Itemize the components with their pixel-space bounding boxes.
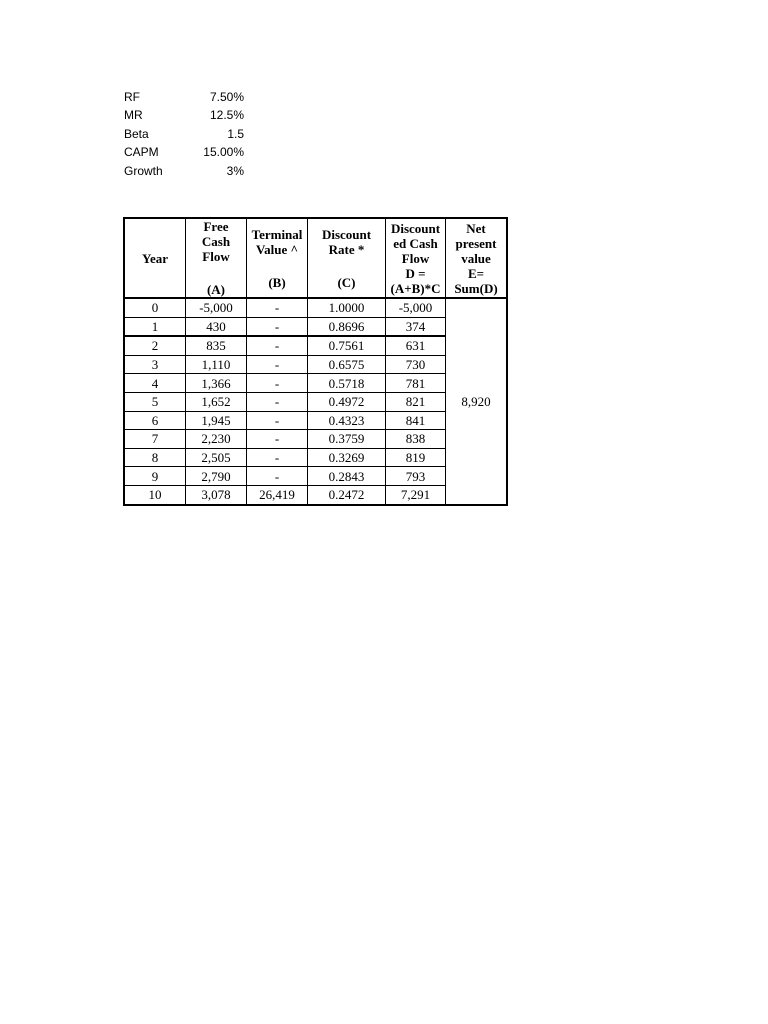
cell-dr: 0.2472 [308,485,386,504]
cell-fcf: -5,000 [186,298,247,317]
header-discount-rate [308,218,386,298]
cell-tv: - [247,430,308,449]
cell-tv: - [247,317,308,336]
param-value: 12.5% [209,108,244,123]
cell-dr: 1.0000 [308,298,386,317]
cell-fcf: 2,505 [186,448,247,467]
dcf-table [123,217,508,506]
header-fcf [186,218,247,298]
cell-dr: 0.6575 [308,355,386,374]
cell-dr: 0.2843 [308,467,386,486]
cell-tv: 26,419 [247,485,308,504]
param-value: 1.5 [227,126,244,141]
cell-dr: 0.3759 [308,430,386,449]
cell-fcf: 1,945 [186,411,247,430]
cell-dr: 0.3269 [308,448,386,467]
cell-tv: - [247,411,308,430]
param-row-rf [124,88,244,106]
cell-year: 0 [124,298,186,317]
table-header-row [124,218,507,298]
param-value: 7.50% [209,90,244,104]
param-label: MR [124,108,143,123]
table-row [124,298,507,317]
header-fcf-sub: (A) [206,282,226,297]
cell-dcf: 841 [386,411,446,430]
cell-dcf: 631 [386,336,446,355]
cell-dr: 0.4323 [308,411,386,430]
param-label: CAPM [124,145,159,160]
header-terminal-value [247,218,308,298]
cell-tv: - [247,392,308,411]
cell-fcf: 2,790 [186,467,247,486]
cell-tv: - [247,374,308,393]
cell-fcf: 1,652 [186,392,247,411]
header-tv-sub: (B) [268,274,286,290]
header-dcf-label: Discount ed Cash Flow [390,220,441,266]
cell-dcf: 781 [386,374,446,393]
cell-tv: - [247,298,308,317]
parameters-block [124,88,244,180]
cell-fcf: 835 [186,336,247,355]
header-net-present-value [446,218,508,298]
cell-dr: 0.8696 [308,317,386,336]
param-row-mr [124,106,244,124]
cell-year: 6 [124,411,186,430]
cell-fcf: 2,230 [186,430,247,449]
cell-tv: - [247,467,308,486]
cell-dcf: 838 [386,430,446,449]
cell-dcf: 793 [386,467,446,486]
cell-dcf: 819 [386,448,446,467]
cell-fcf: 430 [186,317,247,336]
cell-year: 1 [124,317,186,336]
cell-fcf: 1,366 [186,374,247,393]
header-dcf-sub: D = (A+B)*C [390,265,441,296]
cell-year: 5 [124,392,186,411]
param-row-beta [124,125,244,143]
param-label: Beta [124,126,149,141]
param-row-capm [124,143,244,161]
cell-year: 7 [124,430,186,449]
header-fcf-label: Free Cash Flow [201,219,231,264]
header-discounted-cash-flow [386,218,446,298]
param-row-growth [124,162,244,180]
cell-fcf: 1,110 [186,355,247,374]
cell-dcf: 821 [386,392,446,411]
header-npv-label: Net present value [455,220,497,266]
cell-dcf: -5,000 [386,298,446,317]
header-dr-sub: (C) [337,274,356,290]
cell-fcf: 3,078 [186,485,247,504]
cell-tv: - [247,336,308,355]
cell-tv: - [247,448,308,467]
header-year [124,218,186,298]
param-label: RF [124,90,140,104]
cell-year: 10 [124,485,186,504]
param-value: 3% [226,163,244,178]
header-tv-label: Terminal Value ^ [251,226,303,257]
cell-dr: 0.5718 [308,374,386,393]
header-npv-sub: E= Sum(D) [454,265,498,296]
cell-dcf: 730 [386,355,446,374]
param-value: 15.00% [203,145,244,160]
cell-tv: - [247,355,308,374]
header-year-label: Year [142,250,168,266]
cell-npv: 8,920 [446,298,508,505]
header-dr-label: Discount Rate * [321,226,372,257]
cell-dr: 0.4972 [308,392,386,411]
cell-year: 3 [124,355,186,374]
param-label: Growth [124,163,163,178]
cell-dr: 0.7561 [308,336,386,355]
cell-year: 9 [124,467,186,486]
cell-dcf: 374 [386,317,446,336]
cell-year: 2 [124,336,186,355]
cell-dcf: 7,291 [386,485,446,504]
cell-year: 4 [124,374,186,393]
cell-year: 8 [124,448,186,467]
